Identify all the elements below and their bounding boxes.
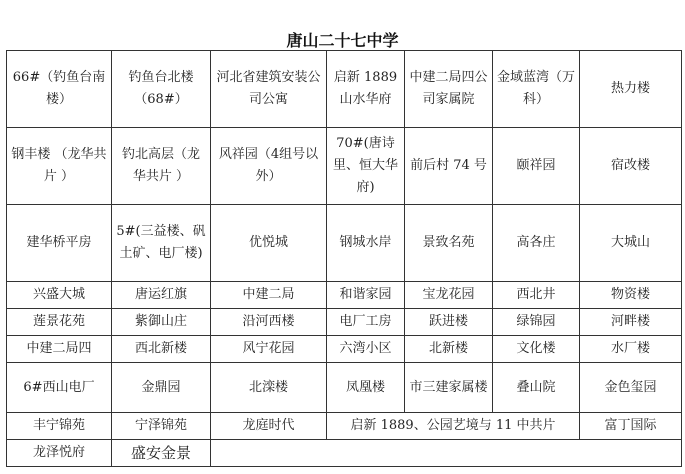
table-row <box>7 363 682 413</box>
table-cell: 莲景花苑 <box>7 309 112 336</box>
table-cell: 文化楼 <box>493 336 580 363</box>
table-cell: 西北井 <box>493 282 580 309</box>
document-title: 唐山二十七中学 <box>286 31 399 50</box>
table-cell: 宝龙花园 <box>405 282 493 309</box>
table-cell: 富丁国际 <box>580 413 682 440</box>
table-cell: 钓北高层（龙华共片 ） <box>112 128 211 205</box>
table-row <box>7 205 682 282</box>
table-cell: 北新楼 <box>405 336 493 363</box>
table-cell: 河北省建筑安装公司公寓 <box>211 51 327 128</box>
table-cell: 66#（钓鱼台南楼） <box>7 51 112 128</box>
table-cell: 中建二局四公司家属院 <box>405 51 493 128</box>
table-cell: 启新 1889 山水华府 <box>327 51 405 128</box>
table-cell: 70#(唐诗里、恒大华府) <box>327 128 405 205</box>
table-cell: 兴盛大城 <box>7 282 112 309</box>
table-cell: 6#西山电厂 <box>7 363 112 413</box>
table-cell: 唐运红旗 <box>112 282 211 309</box>
table-cell: 龙泽悦府 <box>7 440 112 467</box>
table-cell: 优悦城 <box>211 205 327 282</box>
table-cell: 5#(三益楼、矾土矿、电厂楼) <box>112 205 211 282</box>
table-cell: 宁泽锦苑 <box>112 413 211 440</box>
table-cell-merged: 启新 1889、公园艺境与 11 中共片 <box>327 413 580 440</box>
table-cell: 龙庭时代 <box>211 413 327 440</box>
table-cell: 绿锦园 <box>493 309 580 336</box>
table-cell: 北滦楼 <box>211 363 327 413</box>
table-cell: 风宁花园 <box>211 336 327 363</box>
table-cell: 热力楼 <box>580 51 682 128</box>
table-cell: 金域蓝湾（万科） <box>493 51 580 128</box>
table-cell: 中建二局 <box>211 282 327 309</box>
table-cell: 大城山 <box>580 205 682 282</box>
table-cell: 电厂工房 <box>327 309 405 336</box>
table-row <box>7 309 682 336</box>
table-cell: 市三建家属楼 <box>405 363 493 413</box>
table-cell: 西北新楼 <box>112 336 211 363</box>
table-cell: 河畔楼 <box>580 309 682 336</box>
table-cell: 丰宁锦苑 <box>7 413 112 440</box>
table-cell: 紫御山庄 <box>112 309 211 336</box>
table-cell: 钢城水岸 <box>327 205 405 282</box>
table-cell: 金色玺园 <box>580 363 682 413</box>
table-cell: 叠山院 <box>493 363 580 413</box>
table-cell: 跃进楼 <box>405 309 493 336</box>
table-cell: 盛安金景 <box>112 440 211 467</box>
table-cell-empty <box>211 440 682 467</box>
table-row <box>7 336 682 363</box>
table-row <box>7 128 682 205</box>
table-cell: 沿河西楼 <box>211 309 327 336</box>
table-cell: 中建二局四 <box>7 336 112 363</box>
table-cell: 风祥园（4组号以外） <box>211 128 327 205</box>
table-row <box>7 51 682 128</box>
school-district-table <box>6 50 682 467</box>
table-cell: 景致名苑 <box>405 205 493 282</box>
table-row <box>7 413 682 440</box>
table-cell: 钢丰楼 （龙华共片 ） <box>7 128 112 205</box>
table-cell: 建华桥平房 <box>7 205 112 282</box>
table-cell: 凤凰楼 <box>327 363 405 413</box>
table-cell: 和谐家园 <box>327 282 405 309</box>
table-row <box>7 282 682 309</box>
table-cell: 钓鱼台北楼（68#） <box>112 51 211 128</box>
table-cell: 六湾小区 <box>327 336 405 363</box>
table-cell: 物资楼 <box>580 282 682 309</box>
table-cell: 高各庄 <box>493 205 580 282</box>
table-cell: 前后村 74 号 <box>405 128 493 205</box>
table-cell: 水厂楼 <box>580 336 682 363</box>
table-cell: 金鼎园 <box>112 363 211 413</box>
table-row <box>7 440 682 467</box>
table-cell: 宿改楼 <box>580 128 682 205</box>
table-cell: 颐祥园 <box>493 128 580 205</box>
